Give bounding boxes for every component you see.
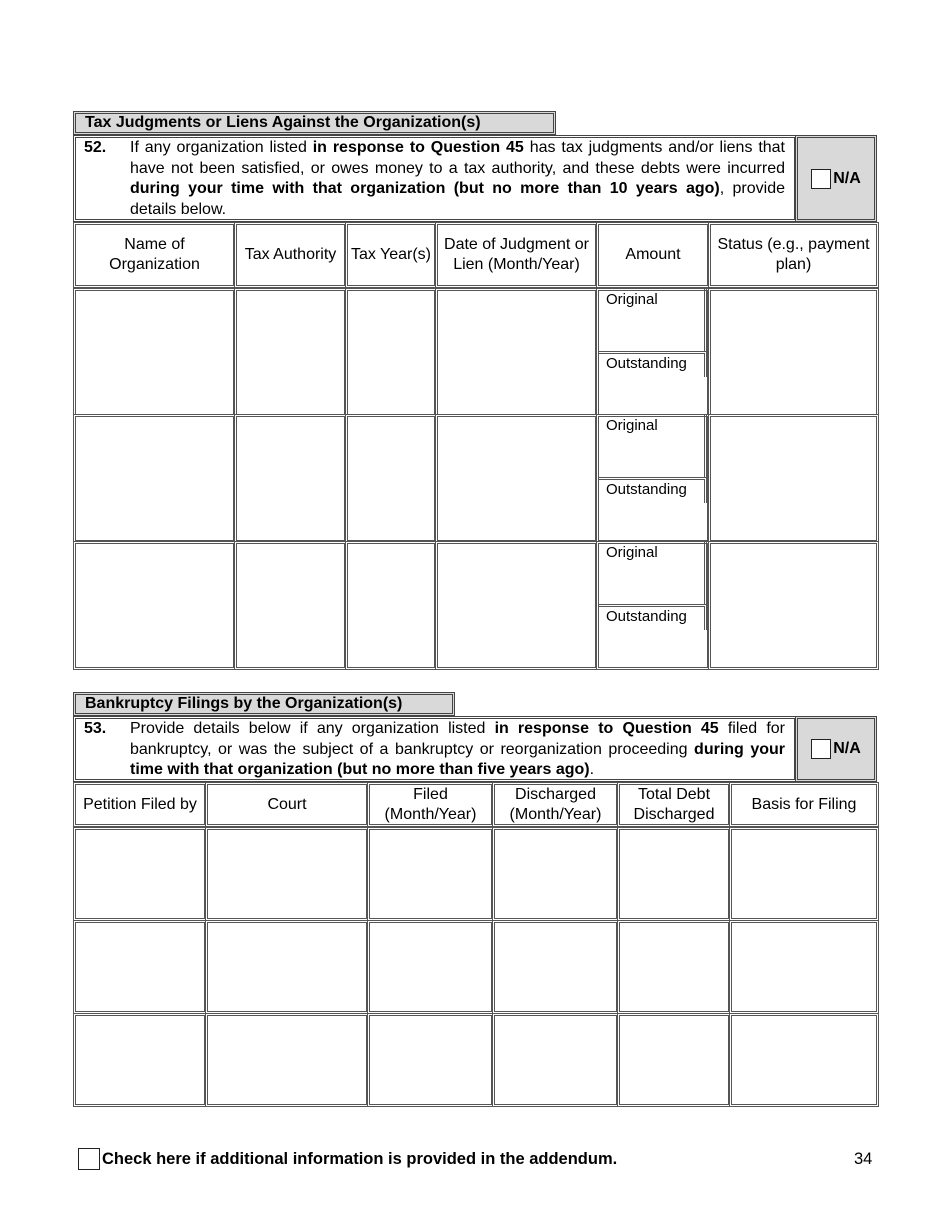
amount-original-box: [599, 288, 707, 351]
amount-original-box: [599, 414, 707, 477]
tax-row-2-date-of-judgment[interactable]: [435, 414, 598, 543]
addendum-check: [78, 1148, 617, 1170]
col-petition-filed-by: Petition Filed by: [73, 782, 207, 827]
bankruptcy-row-1-total-debt-discharged[interactable]: [617, 827, 731, 921]
amount-outstanding-label: Outstanding: [606, 481, 687, 498]
col-name-of-organization: Name of Organization: [73, 222, 236, 288]
page-number: 34: [854, 1150, 873, 1168]
tax-row-3-amount[interactable]: [596, 541, 710, 670]
amount-original-label: Original: [606, 544, 658, 561]
bankruptcy-row-2-total-debt-discharged[interactable]: [617, 920, 731, 1014]
amount-outstanding-label: Outstanding: [606, 355, 687, 372]
col-discharged: Discharged (Month/Year): [492, 782, 619, 827]
bankruptcy-row-3-total-debt-discharged[interactable]: [617, 1013, 731, 1107]
addendum-label: Check here if additional information is provided in the addendum.: [102, 1149, 618, 1168]
amount-original-label: Original: [606, 291, 658, 308]
bankruptcy-row-3-filed[interactable]: [367, 1013, 494, 1107]
question-53-text: Provide details below if any organization listed in response to Question 45 filed for bankruptcy, or was the subject of a bankruptcy or reorganization proceeding during your time with that organization (but no more than five years ago).: [130, 720, 786, 778]
tax-row-3-date-of-judgment[interactable]: [435, 541, 598, 670]
tax-row-2-amount[interactable]: [596, 414, 710, 543]
col-status: Status (e.g., payment plan): [708, 222, 879, 288]
amount-outstanding-box: [599, 477, 707, 503]
col-date-of-judgment: Date of Judgment or Lien (Month/Year): [435, 222, 598, 288]
col-basis-for-filing: Basis for Filing: [729, 782, 879, 827]
tax-row-2-name-of-organization[interactable]: [73, 414, 236, 543]
na-53-checkbox[interactable]: [811, 739, 831, 759]
bankruptcy-row-3-court[interactable]: [205, 1013, 369, 1107]
question-53-na: N/A: [795, 716, 877, 782]
bankruptcy-row-2-petition-filed-by[interactable]: [73, 920, 207, 1014]
tax-row-1-name-of-organization[interactable]: [73, 288, 236, 417]
bankruptcy-row-1-discharged[interactable]: [492, 827, 619, 921]
tax-row-3-status[interactable]: [708, 541, 879, 670]
question-52-na: N/A: [795, 135, 877, 222]
tax-row-1-status[interactable]: [708, 288, 879, 417]
amount-outstanding-box: [599, 351, 707, 377]
bankruptcy-row-2-court[interactable]: [205, 920, 369, 1014]
section-53-title: Bankruptcy Filings by the Organization(s): [73, 692, 455, 716]
col-amount: Amount: [596, 222, 710, 288]
tax-row-2-tax-authority[interactable]: [234, 414, 347, 543]
col-tax-years: Tax Year(s): [345, 222, 437, 288]
col-total-debt-discharged: Total Debt Discharged: [617, 782, 731, 827]
bankruptcy-row-2-basis-for-filing[interactable]: [729, 920, 879, 1014]
tax-row-2-status[interactable]: [708, 414, 879, 543]
bankruptcy-row-3-discharged[interactable]: [492, 1013, 619, 1107]
col-court: Court: [205, 782, 369, 827]
tax-row-1-tax-authority[interactable]: [234, 288, 347, 417]
section-52-title: Tax Judgments or Liens Against the Organization(s): [73, 111, 556, 135]
question-52-text: If any organization listed in response to Question 45 has tax judgments and/or liens that have not been satisfied, or owes money to a tax authority, and these debts were incurred during your time with that organization (but no more than 10 years ago), provide details below.: [130, 139, 786, 218]
tax-row-1-amount[interactable]: [596, 288, 710, 417]
addendum-checkbox[interactable]: [78, 1148, 100, 1170]
amount-original-box: [599, 541, 707, 604]
bankruptcy-row-1-court[interactable]: [205, 827, 369, 921]
tax-row-3-name-of-organization[interactable]: [73, 541, 236, 670]
bankruptcy-row-1-filed[interactable]: [367, 827, 494, 921]
bankruptcy-row-2-discharged[interactable]: [492, 920, 619, 1014]
tax-row-3-tax-authority[interactable]: [234, 541, 347, 670]
na-52-checkbox[interactable]: [811, 169, 831, 189]
tax-row-3-tax-years[interactable]: [345, 541, 437, 670]
amount-outstanding-box: [599, 604, 707, 630]
tax-row-1-tax-years[interactable]: [345, 288, 437, 417]
question-52-number: 52.: [84, 139, 107, 156]
col-tax-authority: Tax Authority: [234, 222, 347, 288]
bankruptcy-row-1-basis-for-filing[interactable]: [729, 827, 879, 921]
amount-outstanding-label: Outstanding: [606, 608, 687, 625]
col-filed: Filed (Month/Year): [367, 782, 494, 827]
bankruptcy-row-2-filed[interactable]: [367, 920, 494, 1014]
bankruptcy-row-3-petition-filed-by[interactable]: [73, 1013, 207, 1107]
bankruptcy-row-1-petition-filed-by[interactable]: [73, 827, 207, 921]
question-53-number: 53.: [84, 720, 107, 737]
amount-original-label: Original: [606, 417, 658, 434]
bankruptcy-row-3-basis-for-filing[interactable]: [729, 1013, 879, 1107]
tax-row-2-tax-years[interactable]: [345, 414, 437, 543]
tax-row-1-date-of-judgment[interactable]: [435, 288, 598, 417]
